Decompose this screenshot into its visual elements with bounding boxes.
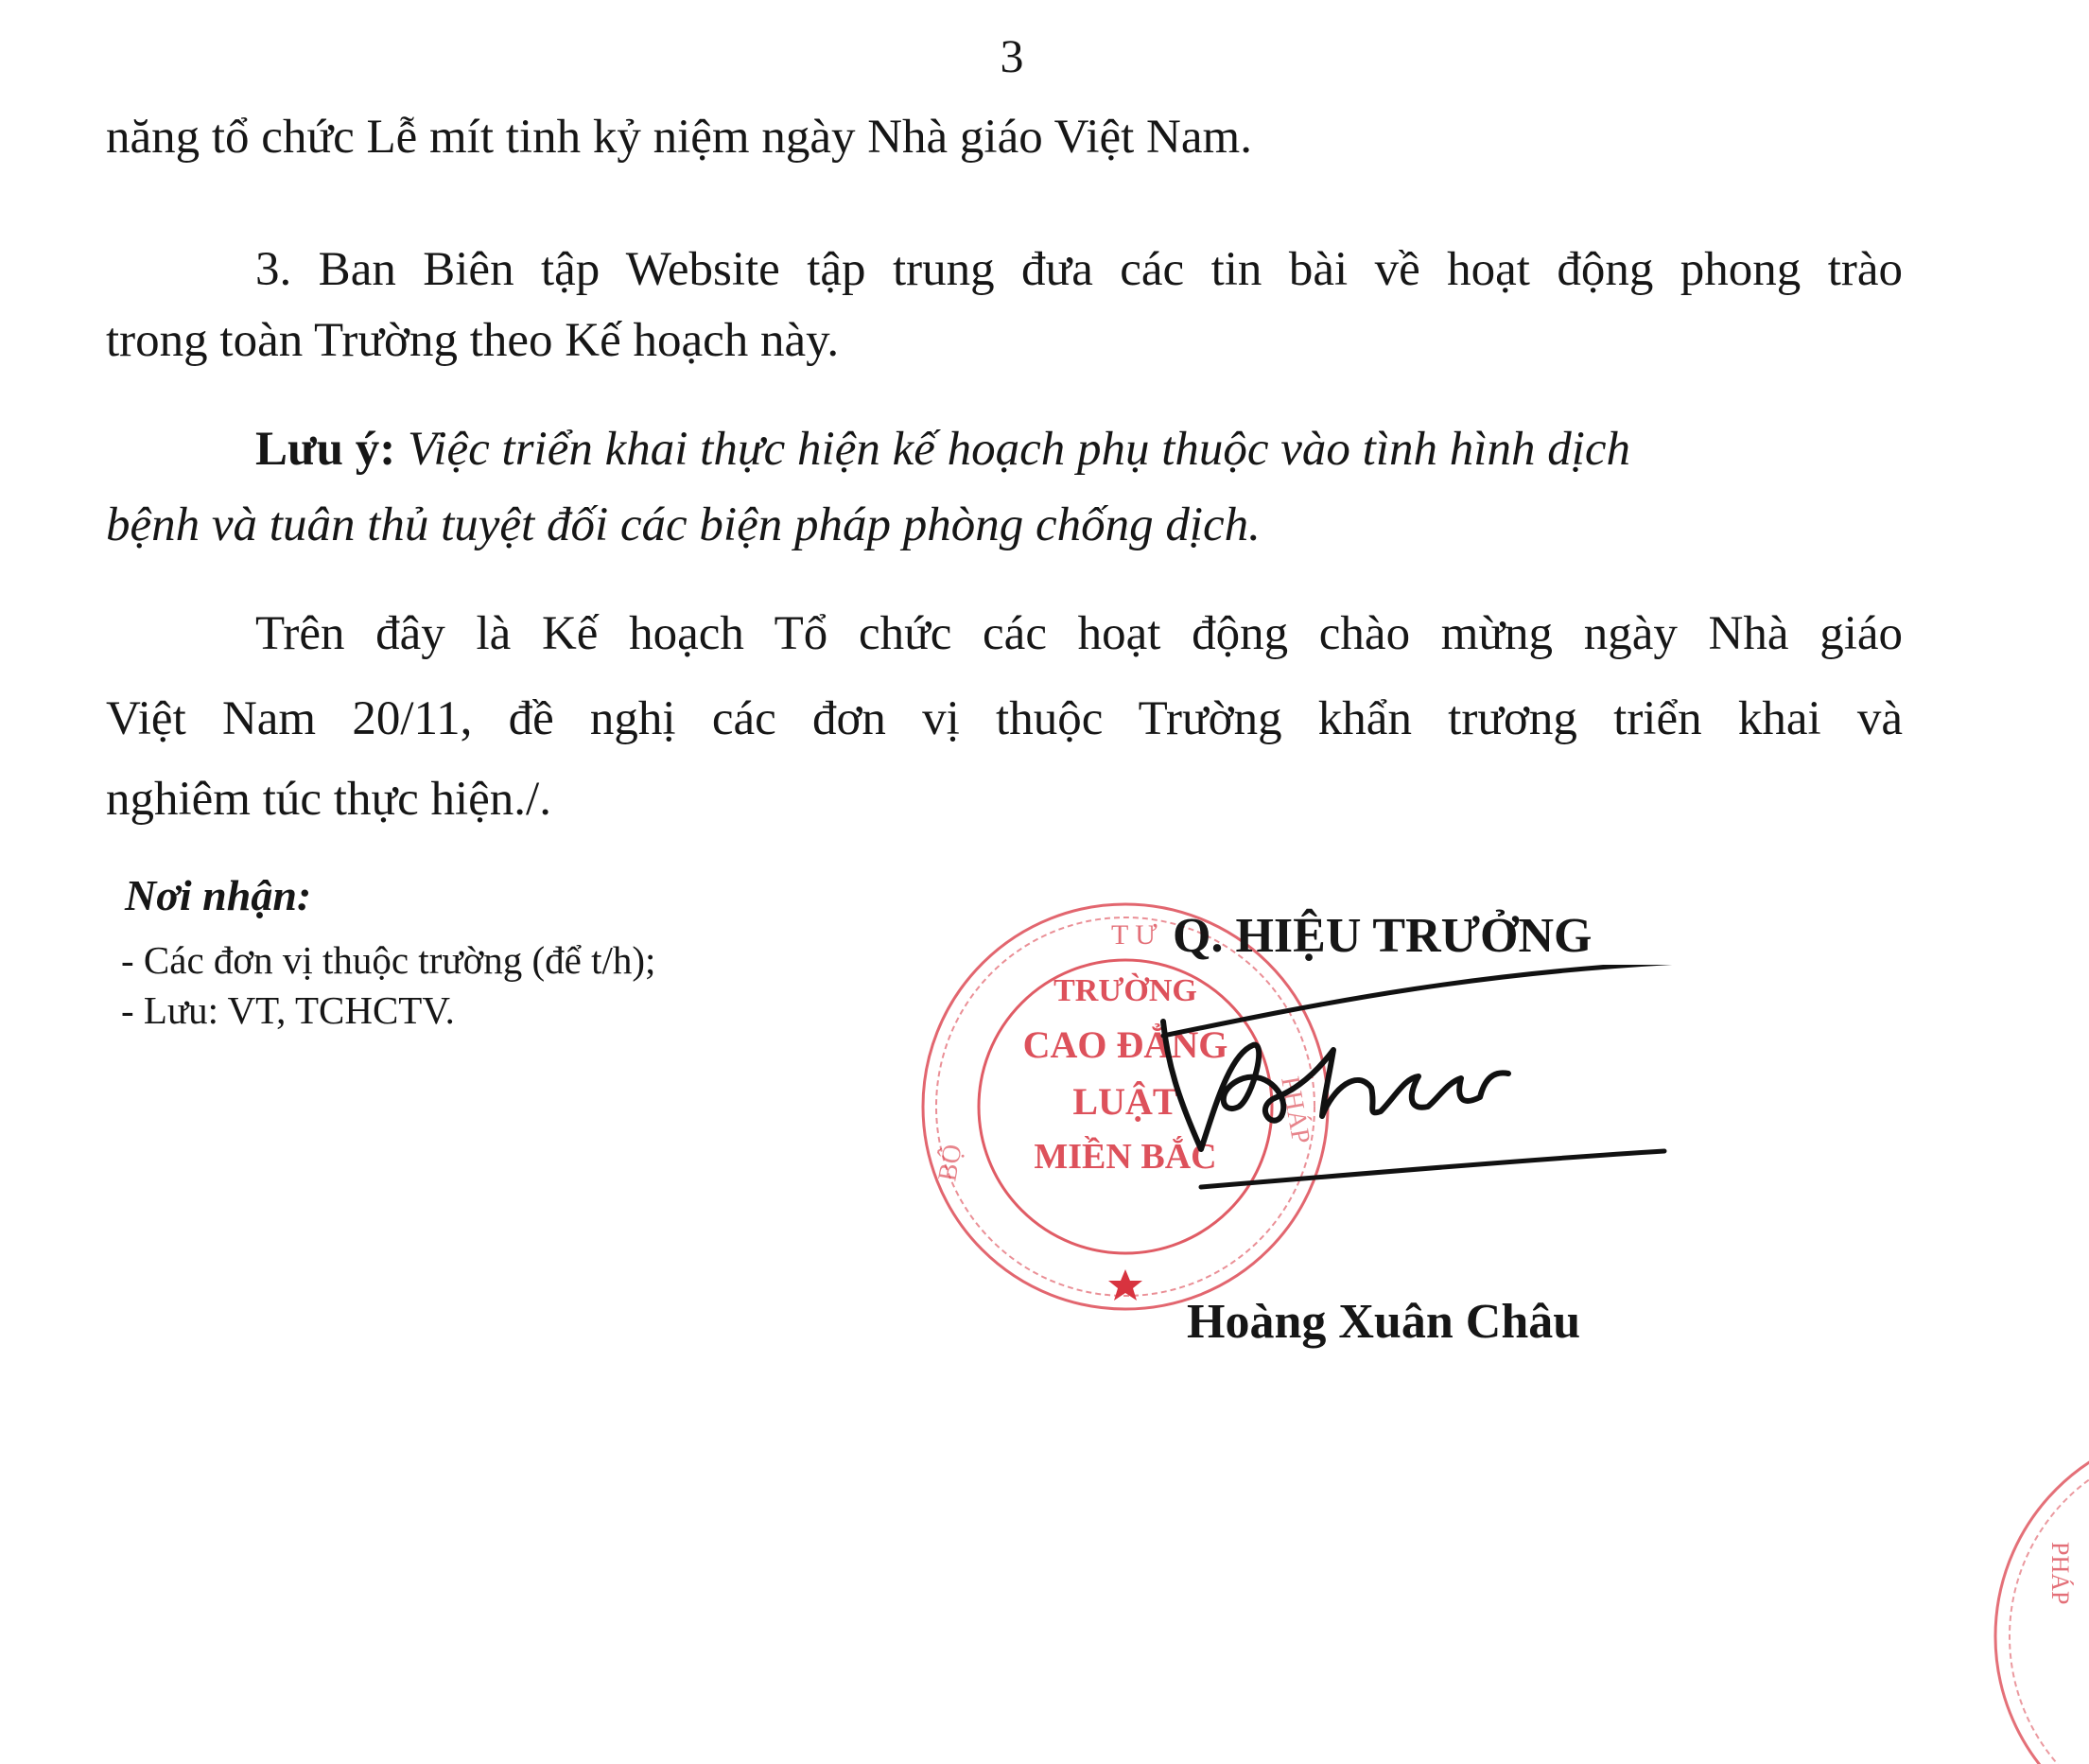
recipient-item: - Lưu: VT, TCHCTV. <box>121 988 455 1032</box>
svg-text:MIỀN BẮC: MIỀN BẮC <box>1034 1137 1217 1177</box>
signer-title: Q. HIỆU TRƯỞNG <box>1173 909 1593 963</box>
partial-stamp-edge <box>1986 1419 2089 1764</box>
handwritten-signature <box>1088 965 1750 1211</box>
svg-text:PHÁP: PHÁP <box>1275 1074 1316 1146</box>
svg-text:LUẬT: LUẬT <box>1072 1080 1178 1123</box>
page-number: 3 <box>1000 29 1024 82</box>
paragraph-2-line-2: trong toàn Trường theo Kế hoạch này. <box>106 314 840 367</box>
svg-text:BỘ: BỘ <box>932 1142 968 1184</box>
note-text-1: Việc triển khai thực hiện kế hoạch phụ thuộc vào tình hình dịch <box>407 423 1630 476</box>
paragraph-2-line-1: 3. Ban Biên tập Website tập trung đưa các tin bài về hoạt động phong trào <box>255 243 1903 296</box>
note-line-1 <box>255 421 1903 478</box>
recipients-title: Nơi nhận: <box>125 871 312 919</box>
svg-text:PHÁP: PHÁP <box>2046 1542 2074 1605</box>
recipient-item: - Các đơn vị thuộc trường (để t/h); <box>121 938 656 982</box>
paragraph-4-line-2: Việt Nam 20/11, đề nghị các đơn vị thuộc Trường khẩn trương triển khai và <box>106 692 1903 745</box>
paragraph-4-line-1: Trên đây là Kế hoạch Tổ chức các hoạt động chào mừng ngày Nhà giáo <box>255 607 1903 660</box>
paragraph-4-line-3: nghiêm túc thực hiện./. <box>106 773 551 826</box>
paragraph-1-line-1: năng tổ chức Lễ mít tinh kỷ niệm ngày Nhà giáo Việt Nam. <box>106 111 1252 164</box>
svg-text:CAO ĐẲNG: CAO ĐẲNG <box>1022 1023 1228 1066</box>
svg-text:T Ư: T Ư <box>1111 919 1158 951</box>
note-label: Lưu ý: <box>255 423 396 476</box>
svg-text:TRƯỜNG: TRƯỜNG <box>1053 973 1197 1008</box>
note-line-2: bệnh và tuân thủ tuyệt đối các biện pháp phòng chống dịch. <box>106 498 1261 551</box>
signer-name: Hoàng Xuân Châu <box>1187 1295 1581 1349</box>
